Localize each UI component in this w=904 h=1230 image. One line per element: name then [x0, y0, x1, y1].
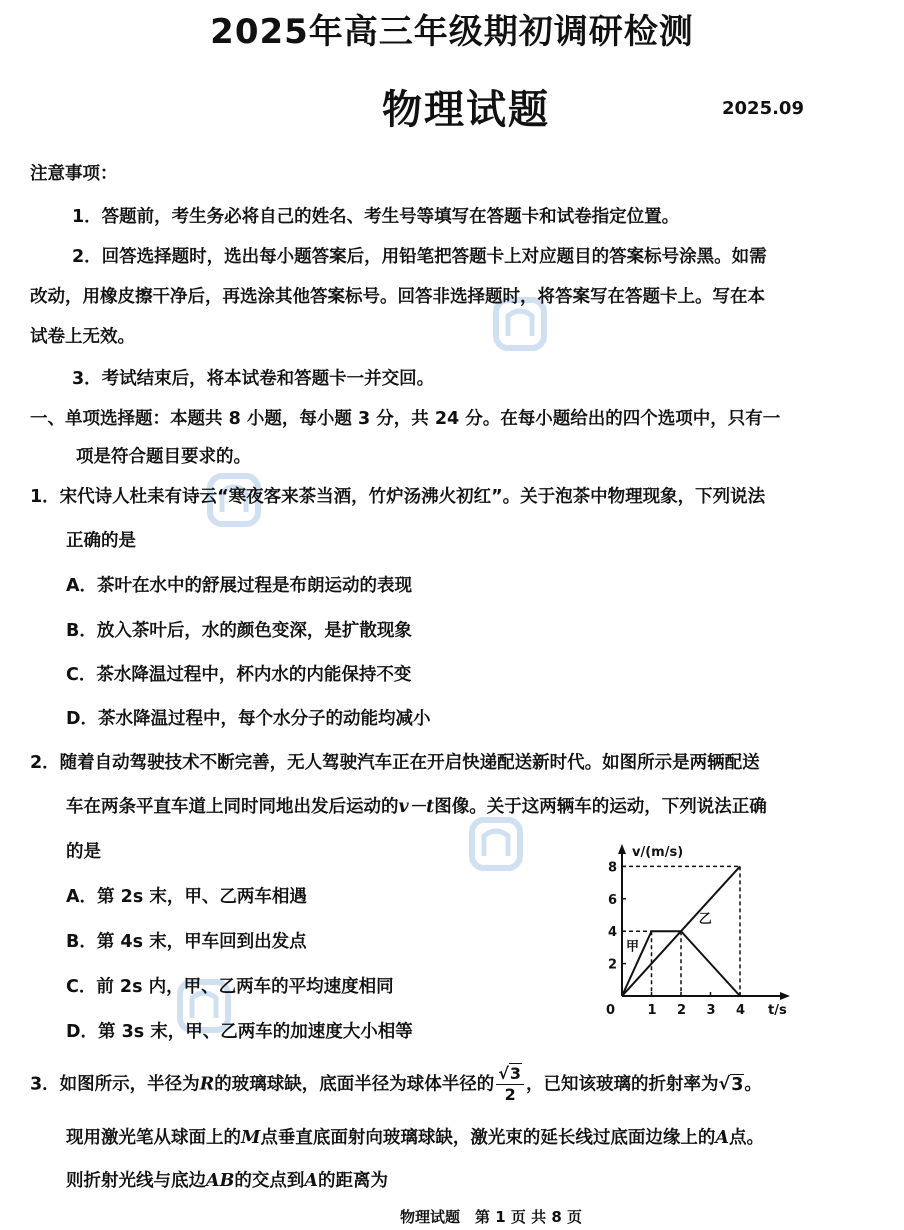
q2-stem-text: 车在两条平直车道上同时同地出发后运动的	[66, 797, 399, 817]
point-a: A	[304, 1171, 318, 1191]
x-tick-label: 4	[736, 1003, 746, 1018]
q3-text: 则折射光线与底边	[66, 1171, 206, 1191]
q3-stem-cont	[66, 1124, 764, 1149]
series-label-yi: 乙	[698, 912, 712, 928]
frac-denominator: 2	[504, 1085, 516, 1104]
note-item: 试卷上无效。	[30, 327, 135, 347]
y-tick-label: 8	[608, 860, 618, 876]
y-axis-arrow	[618, 844, 626, 854]
note-item: 3．考试结束后，将本试卷和答题卡一并交回。	[72, 369, 435, 389]
vt-graph	[596, 836, 796, 1026]
q2-option-d: D．第 3s 末，甲、乙两车的加速度大小相等	[66, 1022, 413, 1042]
sqrt-value: 3	[731, 1074, 744, 1095]
q2-option-b: B．第 4s 末，甲车回到出发点	[66, 932, 307, 952]
q2-stem-cont: 的是	[66, 842, 101, 862]
section-heading: 一、单项选择题：本题共 8 小题，每小题 3 分，共 24 分。在每小题给出的四个选项中，只有一	[30, 409, 781, 429]
note-item: 改动，用橡皮擦干净后，再选涂其他答案标号。回答非选择题时，将答案写在答题卡上。写在本	[30, 287, 765, 307]
radius-symbol: R	[199, 1074, 215, 1095]
q3-text: 点垂直底面射向玻璃球缺，激光束的延长线过底面边缘上的	[260, 1128, 716, 1148]
q2-stem-text: 图像。关于这两辆车的运动，下列说法正确	[434, 797, 767, 817]
x-tick-label: 0	[606, 1003, 616, 1018]
q2-option-a: A．第 2s 末，甲、乙两车相遇	[66, 887, 307, 907]
fraction: $\frac{√3}{2}$	[496, 1066, 524, 1103]
q3-text: 。	[744, 1074, 762, 1095]
q3-text: ，已知该玻璃的折射率为	[526, 1074, 719, 1095]
point-m: M	[241, 1128, 261, 1148]
q1-option-c: C．茶水降温过程中，杯内水的内能保持不变	[66, 665, 412, 685]
q3-text: 的交点到	[234, 1171, 305, 1191]
q3-text: 点。	[728, 1128, 764, 1148]
sqrt-expression: √3	[718, 1074, 744, 1095]
q2-stem: 2．随着自动驾驶技术不断完善，无人驾驶汽车正在开启快递配送新时代。如图所示是两辆配送	[30, 753, 760, 773]
q3-text: 的玻璃球缺，底面半径为球体半径的	[214, 1074, 495, 1095]
frac-numerator: 3	[509, 1064, 522, 1083]
x-tick-label: 2	[677, 1003, 687, 1018]
q1-option-d: D．茶水降温过程中，每个水分子的动能均减小	[66, 709, 431, 729]
q3-text: 3．如图所示，半径为	[30, 1074, 200, 1095]
q1-option-a: A．茶叶在水中的舒展过程是布朗运动的表现	[66, 576, 413, 596]
y-tick-label: 2	[608, 957, 618, 973]
series-label-jia: 甲	[626, 939, 640, 955]
y-tick-label: 6	[608, 892, 618, 908]
q2-option-c: C．前 2s 内，甲、乙两车的平均速度相同	[66, 977, 394, 997]
x-axis-arrow	[780, 992, 790, 1000]
y-tick-label: 4	[608, 925, 618, 941]
note-item: 1．答题前，考生务必将自己的姓名、考生号等填写在答题卡和试卷指定位置。	[72, 207, 680, 227]
subject-title: 物理试题	[382, 87, 550, 133]
vt-symbol: v－t	[398, 797, 435, 817]
q2-stem-cont	[66, 793, 767, 818]
x-tick-label: 3	[706, 1003, 716, 1018]
watermark-logo-icon	[468, 816, 524, 872]
notes-heading: 注意事项：	[30, 164, 118, 184]
exam-date: 2025.09	[722, 98, 804, 119]
q3-text: 的距离为	[317, 1171, 388, 1191]
section-heading-cont: 项是符合题目要求的。	[76, 447, 251, 467]
q3-stem-cont	[66, 1167, 388, 1192]
page-footer: 物理试题 第 1 页 共 8 页	[400, 1208, 582, 1226]
x-axis-label: t/s	[768, 1003, 787, 1018]
q1-option-b: B．放入茶叶后，水的颜色变深，是扩散现象	[66, 621, 412, 641]
y-axis-label: v/(m/s)	[632, 845, 684, 860]
note-item: 2．回答选择题时，选出每小题答案后，用铅笔把答题卡上对应题目的答案标号涂黑。如需	[72, 247, 767, 267]
x-tick-label: 1	[647, 1003, 657, 1018]
point-a: A	[715, 1128, 729, 1148]
q3-stem	[30, 1066, 762, 1103]
exam-title: 2025年高三年级期初调研检测	[210, 12, 694, 52]
q1-stem-cont: 正确的是	[66, 531, 136, 551]
segment-ab: AB	[206, 1171, 235, 1191]
q1-stem: 1．宋代诗人杜耒有诗云“寒夜客来茶当酒，竹炉汤沸火初红”。关于泡茶中物理现象，下列说法	[30, 487, 766, 507]
q3-text: 现用激光笔从球面上的	[66, 1128, 241, 1148]
